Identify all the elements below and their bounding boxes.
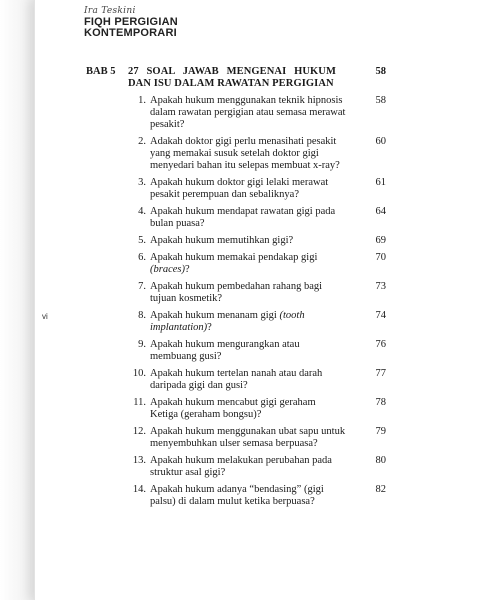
entry-page-number: 74 bbox=[375, 310, 386, 321]
entry-title bbox=[150, 136, 346, 172]
entry-number: 12. bbox=[132, 426, 146, 437]
entry-page-number: 77 bbox=[375, 368, 386, 379]
entry-title bbox=[150, 455, 346, 479]
entry-number: 2. bbox=[138, 136, 146, 147]
chapter-title: 27 SOAL JAWAB MENGENAI HUKUM DAN ISU DALAM RAWATAN PERGIGIAN bbox=[128, 66, 336, 89]
toc-entry[interactable] bbox=[86, 484, 386, 508]
entry-title-text: Apakah hukum mencabut gigi geraham Ketiga (geraham bongsu)? bbox=[150, 397, 316, 420]
toc-entry[interactable] bbox=[86, 455, 386, 479]
entry-title bbox=[150, 252, 346, 276]
toc-entry[interactable] bbox=[86, 235, 386, 247]
entry-page-number: 82 bbox=[375, 484, 386, 495]
entry-number: 13. bbox=[132, 455, 146, 466]
entry-page-number: 69 bbox=[375, 235, 386, 246]
entry-number: 8. bbox=[138, 310, 146, 321]
entry-page-number: 64 bbox=[375, 206, 386, 217]
entry-title bbox=[150, 206, 346, 230]
entry-number: 5. bbox=[138, 235, 146, 246]
book-title-line-2: KONTEMPORARI bbox=[84, 27, 177, 39]
toc-entry[interactable] bbox=[86, 310, 386, 334]
entry-title bbox=[150, 426, 346, 450]
entry-title-text: Apakah hukum menanam gigi bbox=[150, 310, 280, 321]
toc-entry[interactable] bbox=[86, 281, 386, 305]
entry-page-number: 76 bbox=[375, 339, 386, 350]
entry-title-text: Apakah hukum mendapat rawatan gigi pada bulan puasa? bbox=[150, 206, 336, 229]
entry-page-number: 73 bbox=[375, 281, 386, 292]
entry-title-text: Apakah hukum menggunakan ubat sapu untuk menyembuhkan ulser semasa berpuasa? bbox=[150, 426, 346, 449]
toc-entry[interactable] bbox=[86, 339, 386, 363]
entry-number: 14. bbox=[132, 484, 146, 495]
running-header bbox=[84, 6, 178, 39]
entry-number: 6. bbox=[138, 252, 146, 263]
entry-title-italic: (tooth implantation) bbox=[150, 310, 305, 333]
toc-entry[interactable] bbox=[86, 136, 386, 172]
toc-entry[interactable] bbox=[86, 206, 386, 230]
toc-entry[interactable] bbox=[86, 177, 386, 201]
entry-title-suffix: ? bbox=[185, 264, 190, 275]
page-number: vi bbox=[42, 312, 48, 321]
chapter-heading[interactable] bbox=[86, 66, 386, 90]
entry-page-number: 78 bbox=[375, 397, 386, 408]
entry-title bbox=[150, 339, 346, 363]
entry-title bbox=[150, 484, 346, 508]
entry-title-text: Apakah hukum pembedahan rahang bagi tujuan kosmetik? bbox=[150, 281, 323, 304]
entry-title-suffix: ? bbox=[207, 322, 212, 333]
entry-page-number: 80 bbox=[375, 455, 386, 466]
entry-title-text: Apakah hukum menggunakan teknik hipnosis dalam rawatan pergigian atau semasa merawat pesakit? bbox=[150, 95, 346, 130]
entry-title-text: Apakah hukum memakai pendakap gigi bbox=[150, 252, 318, 263]
book-title-line-1: FIQH PERGIGIAN bbox=[84, 16, 178, 28]
entry-page-number: 58 bbox=[375, 95, 386, 106]
chapter-page-number: 58 bbox=[375, 66, 386, 77]
entry-number: 10. bbox=[132, 368, 146, 379]
toc-entry[interactable] bbox=[86, 95, 386, 131]
entry-number: 11. bbox=[133, 397, 146, 408]
entry-page-number: 60 bbox=[375, 136, 386, 147]
entry-number: 7. bbox=[138, 281, 146, 292]
entry-title-text: Apakah hukum mengurangkan atau membuang gusi? bbox=[150, 339, 300, 362]
chapter-label: BAB 5 bbox=[86, 66, 116, 77]
toc-entry[interactable] bbox=[86, 426, 386, 450]
entry-number: 9. bbox=[138, 339, 146, 350]
entry-title-text: Adakah doktor gigi perlu menasihati pesakit yang memakai susuk setelah doktor gigi menyedari bahan itu selepas membuat x-ray? bbox=[150, 136, 340, 171]
entry-title bbox=[150, 235, 346, 247]
page-gutter bbox=[0, 0, 34, 600]
entry-title bbox=[150, 310, 346, 334]
entry-title bbox=[150, 368, 346, 392]
entry-page-number: 70 bbox=[375, 252, 386, 263]
entry-title-text: Apakah hukum tertelan nanah atau darah daripada gigi dan gusi? bbox=[150, 368, 323, 391]
entry-page-number: 79 bbox=[375, 426, 386, 437]
author-name: Ira Teskini bbox=[84, 6, 136, 16]
entry-page-number: 61 bbox=[375, 177, 386, 188]
entry-title-text: Apakah hukum memutihkan gigi? bbox=[150, 235, 294, 246]
entry-title bbox=[150, 95, 346, 131]
entry-title-text: Apakah hukum melakukan perubahan pada struktur asal gigi? bbox=[150, 455, 332, 478]
toc-entry-list bbox=[86, 95, 386, 508]
toc-entry[interactable] bbox=[86, 368, 386, 392]
entry-number: 4. bbox=[138, 206, 146, 217]
toc-entry[interactable] bbox=[86, 252, 386, 276]
entry-title-text: Apakah hukum doktor gigi lelaki merawat pesakit perempuan dan sebaliknya? bbox=[150, 177, 329, 200]
entry-number: 1. bbox=[138, 95, 146, 106]
entry-title-italic: (braces) bbox=[150, 264, 185, 275]
entry-title-text: Apakah hukum adanya “bendasing” (gigi palsu) di dalam mulut ketika berpuasa? bbox=[150, 484, 324, 507]
entry-title bbox=[150, 177, 346, 201]
entry-title bbox=[150, 281, 346, 305]
table-of-contents bbox=[86, 66, 386, 513]
entry-title bbox=[150, 397, 346, 421]
entry-number: 3. bbox=[138, 177, 146, 188]
toc-entry[interactable] bbox=[86, 397, 386, 421]
